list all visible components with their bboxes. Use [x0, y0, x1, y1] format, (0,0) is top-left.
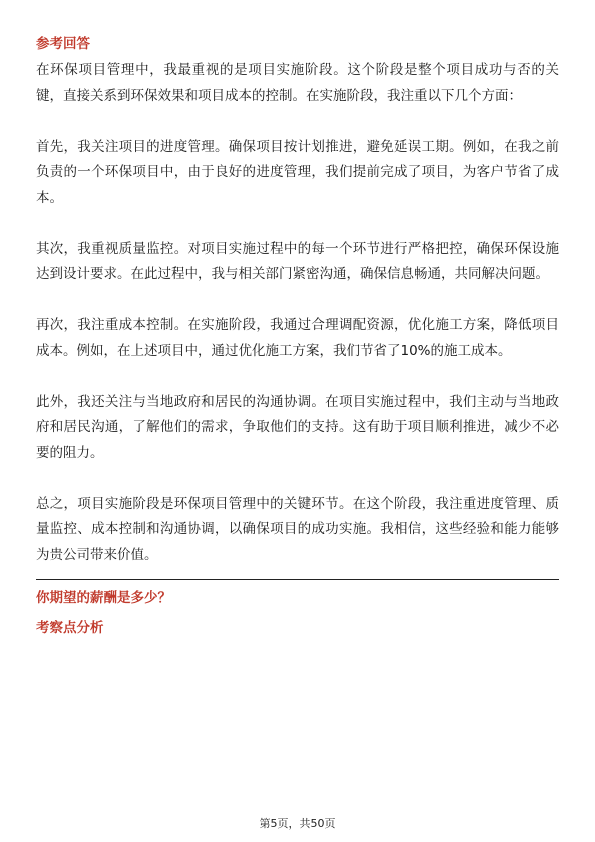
answer-paragraph-1: 在环保项目管理中，我最重视的是项目实施阶段。这个阶段是整个项目成功与否的关键，直接关系到环保效果和项目成本的控制。在实施阶段，我注重以下几个方面：	[36, 62, 559, 104]
analysis-heading: 考察点分析	[36, 620, 104, 636]
answer-paragraph-5: 此外，我还关注与当地政府和居民的沟通协调。在项目实施过程中，我们主动与当地政府和居民沟通，了解他们的需求，争取他们的支持。这有助于项目顺利推进，减少不必要的阻力。	[36, 393, 559, 461]
answer-body	[36, 58, 559, 568]
section-divider	[36, 579, 559, 580]
document-page	[36, 34, 559, 638]
answer-label: 参考回答	[36, 36, 90, 52]
page-footer: 第5页，共50页	[259, 817, 336, 830]
answer-paragraph-2: 首先，我关注项目的进度管理。确保项目按计划推进，避免延误工期。例如，在我之前负责的一个环保项目中，由于良好的进度管理，我们提前完成了项目，为客户节省了成本。	[36, 138, 559, 206]
answer-paragraph-3: 其次，我重视质量监控。对项目实施过程中的每一个环节进行严格把控，确保环保设施达到设计要求。在此过程中，我与相关部门紧密沟通，确保信息畅通，共同解决问题。	[36, 240, 559, 282]
answer-paragraph-4: 再次，我注重成本控制。在实施阶段，我通过合理调配资源，优化施工方案，降低项目成本。例如，在上述项目中，通过优化施工方案，我们节省了10%的施工成本。	[36, 317, 559, 359]
answer-paragraph-6: 总之，项目实施阶段是环保项目管理中的关键环节。在这个阶段，我注重进度管理、质量监控、成本控制和沟通协调，以确保项目的成功实施。我相信，这些经验和能力能够为贵公司带来价值。	[36, 495, 559, 563]
question-title: 你期望的薪酬是多少？	[36, 590, 171, 606]
